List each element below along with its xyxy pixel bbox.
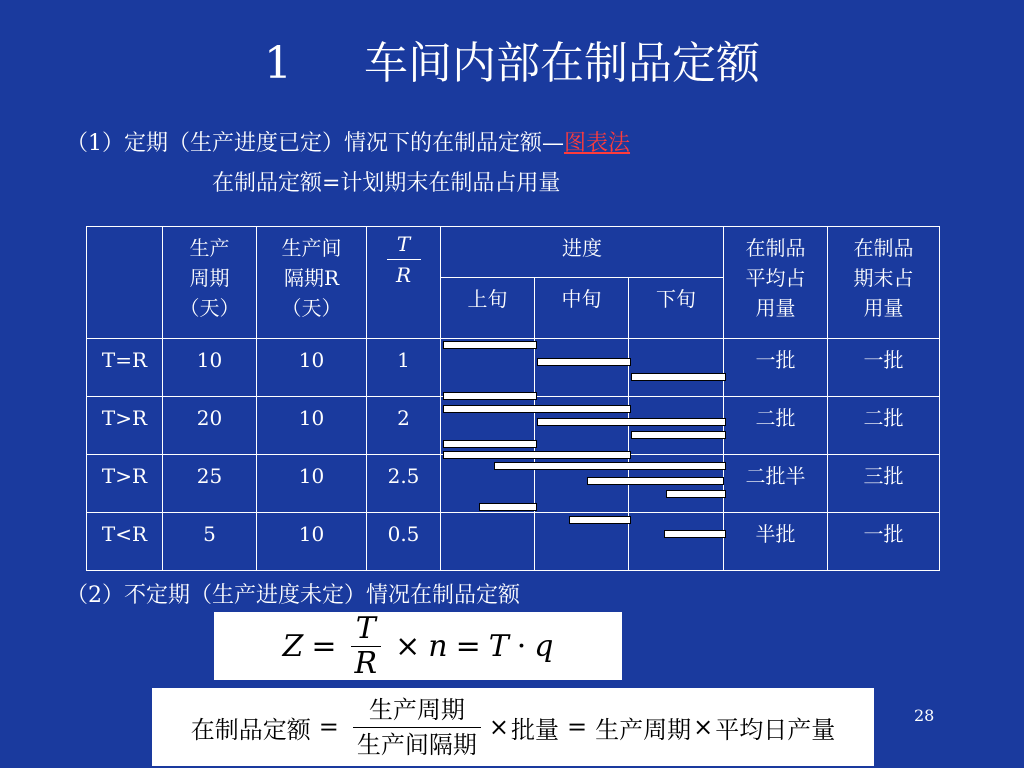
cell-avg: 一批 bbox=[724, 339, 828, 397]
cell-end: 三批 bbox=[828, 455, 940, 513]
cell-avg: 半批 bbox=[724, 513, 828, 571]
cell-cycle: 10 bbox=[163, 339, 257, 397]
cell-early bbox=[441, 339, 535, 397]
cell-mid bbox=[535, 455, 629, 513]
cell-late bbox=[629, 397, 724, 455]
header-end: 在制品 期末占 用量 bbox=[828, 227, 940, 339]
formula-z: Z = T R × n = T · q bbox=[214, 612, 622, 680]
wip-table bbox=[86, 226, 940, 571]
cell-early bbox=[441, 455, 535, 513]
title-text: 车间内部在制品定额 bbox=[364, 38, 760, 89]
header-late: 下旬 bbox=[629, 278, 724, 339]
formula-wip: 在制品定额 = 生产周期 生产间隔期 × 批量 = 生产周期 × 平均日产量 bbox=[152, 688, 874, 766]
page-number: 28 bbox=[914, 706, 935, 725]
cell-cond: T=R bbox=[87, 339, 163, 397]
cell-end: 一批 bbox=[828, 513, 940, 571]
cell-end: 二批 bbox=[828, 397, 940, 455]
cell-interval: 10 bbox=[257, 455, 367, 513]
table-row bbox=[87, 339, 940, 397]
table-row bbox=[87, 455, 940, 513]
cell-cond: T<R bbox=[87, 513, 163, 571]
cell-avg: 二批 bbox=[724, 397, 828, 455]
cell-late bbox=[629, 455, 724, 513]
title-number: 1 bbox=[264, 38, 292, 89]
header-avg: 在制品 平均占 用量 bbox=[724, 227, 828, 339]
header-mid: 中旬 bbox=[535, 278, 629, 339]
cell-avg: 二批半 bbox=[724, 455, 828, 513]
header-interval: 生产间 隔期R （天） bbox=[257, 227, 367, 339]
section1-prefix: （1）定期（生产进度已定）情况下的在制品定额— bbox=[66, 131, 564, 156]
section1-formula: 在制品定额=计划期末在制品占用量 bbox=[212, 171, 561, 196]
cell-ratio: 2 bbox=[367, 397, 441, 455]
cell-mid bbox=[535, 513, 629, 571]
header-ratio: $\frac{T}{R}$ bbox=[367, 227, 441, 339]
chart-method-link[interactable]: 图表法 bbox=[564, 131, 631, 156]
formula-z-fraction: T R bbox=[351, 612, 382, 681]
cell-early bbox=[441, 513, 535, 571]
cell-ratio: 1 bbox=[367, 339, 441, 397]
slide-title bbox=[0, 34, 1024, 94]
cell-interval: 10 bbox=[257, 513, 367, 571]
header-early: 上旬 bbox=[441, 278, 535, 339]
header-progress: 进度 bbox=[441, 227, 724, 278]
cell-ratio: 0.5 bbox=[367, 513, 441, 571]
cell-mid bbox=[535, 397, 629, 455]
cell-interval: 10 bbox=[257, 397, 367, 455]
cell-cond: T>R bbox=[87, 455, 163, 513]
cell-interval: 10 bbox=[257, 339, 367, 397]
section1-heading bbox=[66, 128, 630, 160]
cell-mid bbox=[535, 339, 629, 397]
table-row bbox=[87, 397, 940, 455]
formula-wip-fraction: 生产周期 生产间隔期 bbox=[353, 693, 481, 762]
cell-late bbox=[629, 513, 724, 571]
cell-early bbox=[441, 397, 535, 455]
cell-ratio: 2.5 bbox=[367, 455, 441, 513]
cell-cycle: 25 bbox=[163, 455, 257, 513]
table-row bbox=[87, 513, 940, 571]
cell-cycle: 5 bbox=[163, 513, 257, 571]
cell-late bbox=[629, 339, 724, 397]
cell-end: 一批 bbox=[828, 339, 940, 397]
cell-cond: T>R bbox=[87, 397, 163, 455]
corner-cell bbox=[87, 227, 163, 339]
header-cycle: 生产 周期 （天） bbox=[163, 227, 257, 339]
section2-heading: （2）不定期（生产进度未定）情况在制品定额 bbox=[66, 583, 520, 608]
cell-cycle: 20 bbox=[163, 397, 257, 455]
